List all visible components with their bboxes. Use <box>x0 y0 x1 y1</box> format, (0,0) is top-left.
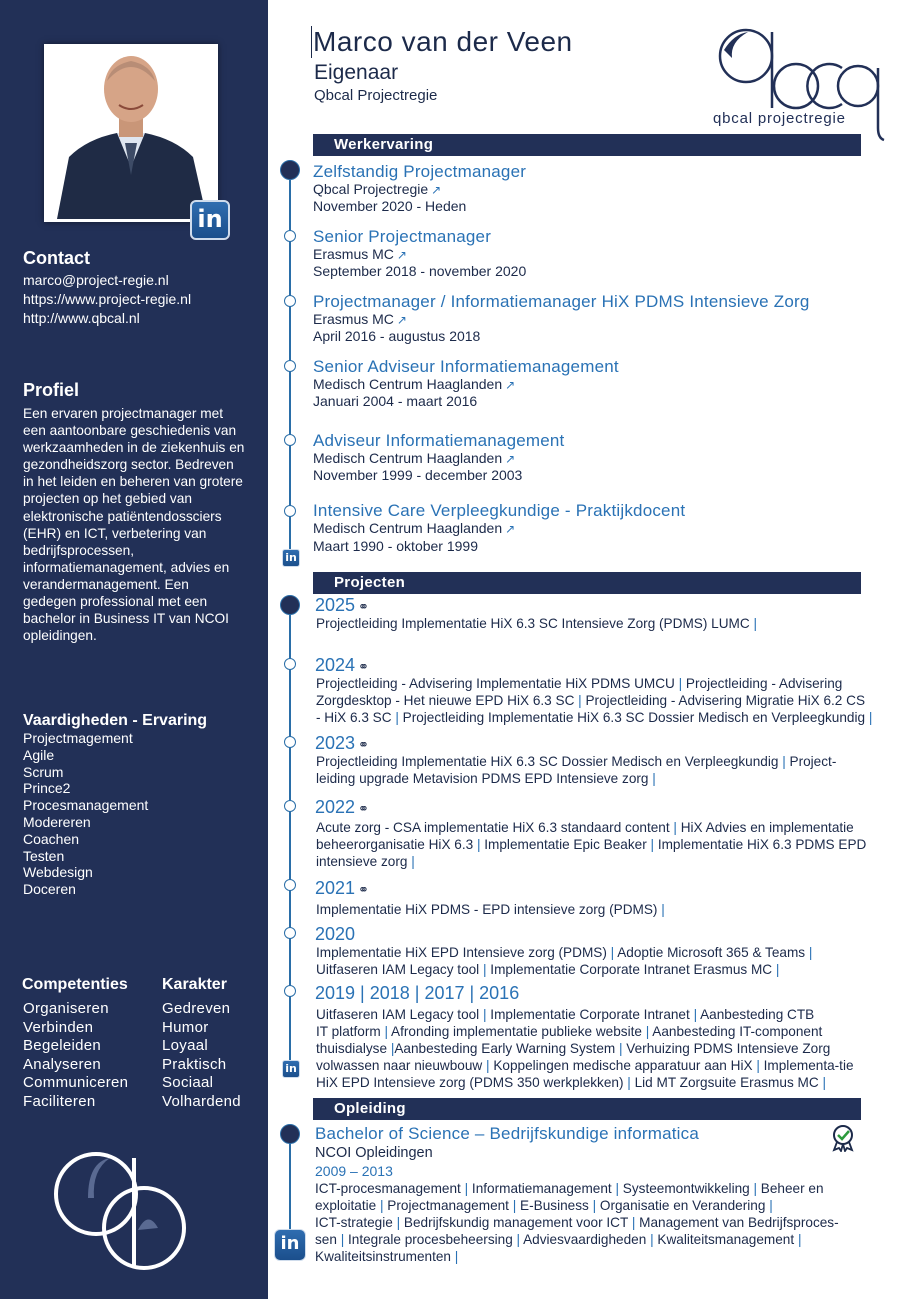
timeline-dot <box>284 658 296 670</box>
logo-text: qbcal projectregie <box>713 110 846 127</box>
project-year: 2024 ⚭ <box>315 655 369 675</box>
separator: | <box>822 1075 826 1090</box>
separator: | <box>782 754 786 769</box>
separator: | <box>578 693 582 708</box>
timeline-dot <box>284 505 296 517</box>
job-title: Adviseur Informatiemanagement <box>313 431 565 450</box>
timeline-start-dot <box>280 1124 300 1144</box>
timeline-start-dot <box>280 160 300 180</box>
skill-item: Modereren <box>23 813 91 830</box>
project-year: 2019 | 2018 | 2017 | 2016 <box>315 983 520 1003</box>
separator: | <box>395 710 399 725</box>
separator: | <box>516 1232 521 1247</box>
competency-item: Verbinden <box>23 1018 94 1036</box>
separator: | <box>868 710 873 725</box>
education-text: ICT-procesmanagement | Informatiemanagement | Systeemontwikkeling | Beheer en exploitatie | Projectmanagement | E-Business | Organisatie en Verandering | ICT-strategie | Bedrijfskundig management voor ICT | Management van Bedrijfsproces- sen | Integrale procesbeheersing | Adviesvaardigheden | Kwaliteitsmanagement | Kwaliteitsinstrumenten | <box>315 1181 839 1264</box>
separator: | <box>753 616 757 631</box>
job-org[interactable]: Qbcal Projectregie ↗ <box>313 181 442 197</box>
separator: | <box>775 962 780 977</box>
separator: | <box>619 1041 623 1056</box>
external-link-icon[interactable]: ↗ <box>431 183 442 197</box>
timeline-dot <box>284 360 296 372</box>
separator: | <box>756 1058 760 1073</box>
timeline-dot <box>284 295 296 307</box>
linkedin-icon[interactable]: in <box>282 1060 300 1078</box>
portrait-image <box>47 47 215 219</box>
competency-item: Organiseren <box>23 1000 109 1017</box>
qb-logo-icon <box>48 1150 188 1272</box>
linkedin-icon[interactable]: in <box>190 200 230 240</box>
skill-item: Prince2 <box>23 780 71 797</box>
contact-list <box>23 271 191 328</box>
contact-website-1[interactable]: https://www.project-regie.nl <box>23 291 192 307</box>
job-title: Projectmanager / Informatiemanager HiX PDMS Intensieve Zorg <box>313 292 810 311</box>
project-text: Projectleiding - Advisering Implementatie HiX PDMS UMCU | Projectleiding - Advisering Zorgdesktop - Het nieuwe EPD HiX 6.3 SC | Projectleiding - Advisering Migratie HiX 6.2 CS - HiX 6.3 SC | Projectleiding Implementatie HiX 6.3 SC Dossier Medisch en Verpleegkundig | <box>316 676 873 725</box>
character-item: Sociaal <box>162 1074 214 1091</box>
skill-item: Coachen <box>23 830 80 847</box>
profile-text: Een ervaren projectmanager met een aantoonbare geschiedenis van werkzaamheden in de ziekenhuis en gezondheidszorg sector. Bedreven in het leiden en beheren van grotere projecten op het gebied van elektronische patiëntendossciers (EHR) en ICT, verbetering van bedrijfsprocessen, informatiemanagement, advies en verandermanagement. Een gedegen professional met een bachelor in Business IT van NCOI opleidingen. <box>23 406 245 644</box>
skill-item: Projectmagement <box>23 730 133 746</box>
section-bar-work: Werkervaring <box>313 134 861 156</box>
separator: | <box>476 837 481 852</box>
contact-heading: Contact <box>23 248 90 268</box>
skill-item: Agile <box>23 746 55 763</box>
skill-item: Webdesign <box>23 864 93 881</box>
timeline-education <box>289 1140 291 1232</box>
competencies-heading: Competenties <box>22 976 128 993</box>
job-title: Intensive Care Verpleegkundige - Praktijkdocent <box>313 501 686 520</box>
linkedin-icon[interactable]: in <box>282 549 300 567</box>
job-org[interactable]: Erasmus MC ↗ <box>313 311 407 327</box>
job-org[interactable]: Medisch Centrum Haaglanden ↗ <box>313 376 516 392</box>
separator: | <box>482 1007 487 1022</box>
job-dates: Januari 2004 - maart 2016 <box>313 393 478 409</box>
project-text: Implementatie HiX PDMS - EPD intensieve zorg (PDMS) | <box>316 902 665 917</box>
section-bar-projects: Projecten <box>313 572 861 594</box>
separator: | <box>610 945 615 960</box>
job-title: Senior Projectmanager <box>313 227 492 246</box>
separator: | <box>512 1198 517 1213</box>
character-item: Humor <box>162 1018 209 1036</box>
separator: | <box>592 1198 597 1213</box>
separator: | <box>390 1041 395 1056</box>
person-name: Marco van der Veen <box>313 26 573 57</box>
profile-photo <box>44 44 218 222</box>
separator: | <box>631 1215 636 1230</box>
separator: | <box>650 837 655 852</box>
external-link-icon[interactable]: ↗ <box>396 313 407 327</box>
job-org[interactable]: Erasmus MC ↗ <box>313 246 407 262</box>
competencies-list <box>23 1000 128 1111</box>
separator: | <box>615 1181 620 1196</box>
separator: | <box>645 1024 650 1039</box>
link-icon[interactable]: ⚭ <box>358 659 369 674</box>
external-link-icon[interactable]: ↗ <box>396 248 407 262</box>
project-text: Projectleiding Implementatie HiX 6.3 SC Dossier Medisch en Verpleegkundig | Project- leiding upgrade Metavision PDMS EPD Intensieve zorg | <box>316 754 837 786</box>
separator: | <box>396 1215 401 1230</box>
separator: | <box>482 962 487 977</box>
separator: | <box>411 854 415 869</box>
certificate-badge-icon <box>830 1124 856 1152</box>
separator: | <box>380 1198 384 1213</box>
person-company: Qbcal Projectregie <box>314 87 438 104</box>
character-heading: Karakter <box>162 976 227 993</box>
education-years: 2009 – 2013 <box>315 1163 393 1179</box>
project-text: Projectleiding Implementatie HiX 6.3 SC Intensieve Zorg (PDMS) LUMC | <box>316 616 757 631</box>
separator: | <box>808 945 813 960</box>
competency-item: Begeleiden <box>23 1037 102 1054</box>
section-bar-education: Opleiding <box>313 1098 861 1120</box>
job-dates: September 2018 - november 2020 <box>313 263 527 279</box>
timeline-dot <box>284 879 296 891</box>
competency-item: Faciliteren <box>23 1092 96 1110</box>
job-title: Zelfstandig Projectmanager <box>313 162 527 181</box>
timeline-dot <box>284 434 296 446</box>
project-year: 2023 ⚭ <box>315 733 369 753</box>
separator: | <box>678 676 683 691</box>
separator: | <box>797 1232 802 1247</box>
job-dates: Maart 1990 - oktober 1999 <box>313 538 478 554</box>
separator: | <box>454 1249 459 1264</box>
separator: | <box>384 1024 389 1039</box>
character-list <box>162 1000 241 1111</box>
contact-website-2[interactable]: http://www.qbcal.nl <box>23 310 140 326</box>
profile-heading: Profiel <box>23 380 80 400</box>
separator: | <box>650 1232 654 1247</box>
skills-heading: Vaardigheden - Ervaring <box>23 712 208 729</box>
job-dates: November 1999 - december 2003 <box>313 467 523 483</box>
separator: | <box>627 1075 631 1090</box>
separator: | <box>769 1198 773 1213</box>
skills-list <box>23 730 148 898</box>
project-year: 2022 ⚭ <box>315 797 369 817</box>
link-icon[interactable]: ⚭ <box>358 882 369 897</box>
separator: | <box>340 1232 345 1247</box>
character-item: Praktisch <box>162 1055 227 1073</box>
separator: | <box>693 1007 698 1022</box>
timeline-dot <box>284 800 296 812</box>
character-item: Volhardend <box>162 1092 241 1110</box>
link-icon[interactable]: ⚭ <box>358 801 369 816</box>
external-link-icon[interactable]: ↗ <box>505 452 516 466</box>
separator: | <box>661 902 665 917</box>
timeline-dot <box>284 230 296 242</box>
external-link-icon[interactable]: ↗ <box>505 522 516 536</box>
character-item: Loyaal <box>162 1037 209 1054</box>
skill-item: Scrum <box>23 763 64 780</box>
link-icon[interactable]: ⚭ <box>358 737 369 752</box>
separator: | <box>486 1058 490 1073</box>
link-icon[interactable]: ⚭ <box>358 599 369 614</box>
person-role: Eigenaar <box>314 61 399 84</box>
competency-item: Communiceren <box>23 1074 129 1091</box>
separator: | <box>464 1181 469 1196</box>
project-text: Acute zorg - CSA implementatie HiX 6.3 standaard content | HiX Advies en implementatie beheerorganisatie HiX 6.3 | Implementatie Epic Beaker | Implementatie HiX 6.3 PDMS EPD intensieve zorg | <box>316 820 867 869</box>
project-text: Implementatie HiX EPD Intensieve zorg (PDMS) | Adoptie Microsoft 365 & Teams | Uitfaseren IAM Legacy tool | Implementatie Corporate Intranet Erasmus MC | <box>316 945 813 977</box>
project-year: 2020 <box>315 924 356 944</box>
separator: | <box>673 820 677 835</box>
job-dates: November 2020 - Heden <box>313 198 467 214</box>
timeline-dot <box>284 927 296 939</box>
job-org[interactable]: Medisch Centrum Haaglanden ↗ <box>313 450 516 466</box>
job-title: Senior Adviseur Informatiemanagement <box>313 357 619 376</box>
job-org[interactable]: Medisch Centrum Haaglanden ↗ <box>313 520 516 536</box>
job-dates: April 2016 - augustus 2018 <box>313 328 481 344</box>
contact-email[interactable]: marco@project-regie.nl <box>23 272 169 288</box>
skill-item: Procesmanagement <box>23 797 149 814</box>
competency-item: Analyseren <box>23 1055 102 1073</box>
skill-item: Doceren <box>23 881 76 898</box>
separator: | <box>652 771 656 786</box>
project-text: Uitfaseren IAM Legacy tool | Implementatie Corporate Intranet | Aanbesteding CTB IT platform | Afronding implementatie publieke website | Aanbesteding IT-component thuisdialyse |Aanbesteding Early Warning System | Verhuizing PDMS Intensieve Zorg volwassen naar nieuwbouw | Koppelingen medische apparatuur aan HiX | Implementa-tie HiX EPD Intensieve zorg (PDMS 350 werkplekken) | Lid MT Zorgsuite Erasmus MC | <box>316 1007 854 1090</box>
timeline-start-dot <box>280 595 300 615</box>
sidebar <box>0 0 268 1299</box>
school-name: NCOI Opleidingen <box>315 1145 433 1161</box>
linkedin-icon[interactable]: in <box>274 1229 306 1261</box>
timeline-dot <box>284 985 296 997</box>
project-year: 2025 ⚭ <box>315 595 369 615</box>
separator: | <box>753 1181 758 1196</box>
timeline-dot <box>284 736 296 748</box>
character-item: Gedreven <box>162 1000 231 1017</box>
project-year: 2021 ⚭ <box>315 878 369 898</box>
external-link-icon[interactable]: ↗ <box>505 378 516 392</box>
degree-title: Bachelor of Science – Bedrijfskundige informatica <box>315 1124 699 1143</box>
skill-item: Testen <box>23 847 65 864</box>
